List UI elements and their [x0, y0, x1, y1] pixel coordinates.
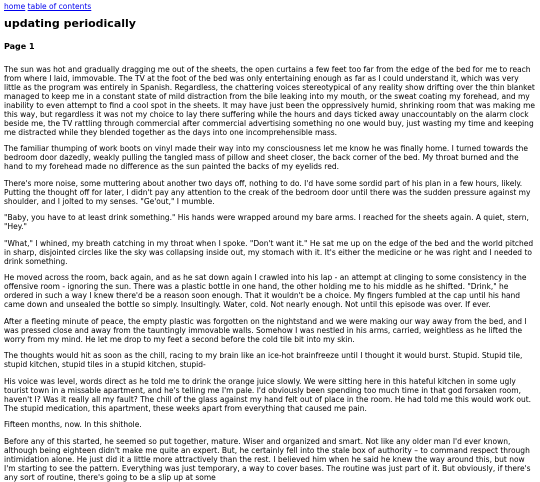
paragraph: The familiar thumping of work boots on vinyl made their way into my consciousness let me know he was finally home. I turned towards the bedroom door dazedly, weakly pulling the tangled mass of pillow and sheet closer, the back corner of the bed. My throat burned and the hand to my forehead made no difference as the sun painted the backs of my eyelids red. [4, 144, 528, 172]
home-link[interactable]: home [4, 2, 26, 11]
table-of-contents-link[interactable]: table of contents [27, 2, 92, 11]
paragraph: Fifteen months, now. In this shithole. [4, 420, 142, 430]
paragraph: Before any of this started, he seemed so put together, mature. Wiser and organized and smart. Not like any older man I'd ever known, although being eighteen didn't make me quite an expert. But, he certainly fell into the stale box of authority – to command respect through intimidation alone. He just did it a little more attractively than the rest. I believed him when he said he knew the way around this, but now I'm starting to see the pattern. Everything was just temporary, a way to cover bases. The routine was just part of it. But obviously, if there's any sort of routine, there's going to be a slip up at some [4, 436, 531, 482]
paragraph: The thoughts would hit as soon as the chill, racing to my brain like an ice-hot brainfreeze until I thought it would burst. Stupid. Stupid tile, stupid kitchen, stupid tiles in a stupid kitchen, stupid- [4, 351, 523, 370]
story-body [4, 65, 536, 482]
page-heading: Page 1 [4, 42, 35, 52]
paragraph: "What," I whined, my breath catching in my throat when I spoke. "Don't want it." He sat me up on the edge of the bed and the world pitched in sharp, disjointed circles like the sky was collapsing inside out, my stomach with it. It's either the medicine or he was right and I needed to drink something. [4, 238, 534, 266]
story-title: updating periodically [4, 17, 136, 30]
paragraph: "Baby, you have to at least drink something." His hands were wrapped around my bare arms. I reached for the sheets again. A quiet, stern, "Hey." [4, 213, 529, 232]
paragraph: After a fleeting minute of peace, the empty plastic was forgotten on the nightstand and we were making our way away from the bed, and I was pressed close and away from the tauntingly immovable walls. Somehow I was nestled in his arms, carried, weightless as he lifted the worry from my mind. He let me drop to my feet a second before the cold tile bit into my skin. [4, 316, 527, 344]
paragraph: His voice was level, words direct as he told me to drink the orange juice slowly. We were sitting here in this hateful kitchen in some ugly tourist town in a missable apartment, and he's telling me I'm pale. I'd obviously been spending too much time in that god forsaken room, haven't I? Was it really all my fault? The chill of the glass against my hand felt out of place in the room. He had told me this would work out. The stupid medication, this apartment, these weeks apart from everything that caused me pain. [4, 376, 532, 413]
paragraph: There's more noise, some muttering about another two days off, nothing to do. I'd have some sordid part of his plan in a few hours, likely. Putting the thought off for later, I didn't pay any attention to the creak of the bedroom door until there was the sudden pressure against my shoulder, and I jolted to my senses. "Ge'out," I mumble. [4, 178, 531, 206]
paragraph: He moved across the room, back again, and as he sat down again I crawled into his lap - an attempt at clinging to some consistency in the offensive room - ignoring the sun. There was a plastic bottle in one hand, the other holding me to his middle as he shifted. "Drink," he ordered in such a way I knew there'd be a reason soon enough. That it wouldn't be a choice. My fingers fumbled at the cap until his hand came down and unsealed the bottle so simply. Insultingly. Water, cold. Not nearly enough. Not until this episode was over. If ever. [4, 273, 527, 310]
top-nav [4, 2, 536, 11]
paragraph: The sun was hot and gradually dragging me out of the sheets, the open curtains a few feet too far from the edge of the bed for me to reach from where I laid, immovable. The TV at the foot of the bed was only entertaining enough as far as I could understand it, which was very little as the program was entirely in Spanish. Regardless, the chattering voices stereotypical of any reality show drifting over the thin blanket managed to keep me in a constant state of mild distraction from the bile leaking into my mouth, or the sweat coating my forehead, and my inability to even attempt to find a cool spot in the sheets. It may have just been the oppressively humid, shrinking room that was making me this way, but regardless it was not my choice to lay there suffering while the hours and days ticked away unaccountably on the alarm clock beside me, the TV rattling through commercial after commercial advertising something no one would buy, just wasting my time and keeping me distracted while they blended together as the days into one incomprehensible mass. [4, 64, 536, 137]
